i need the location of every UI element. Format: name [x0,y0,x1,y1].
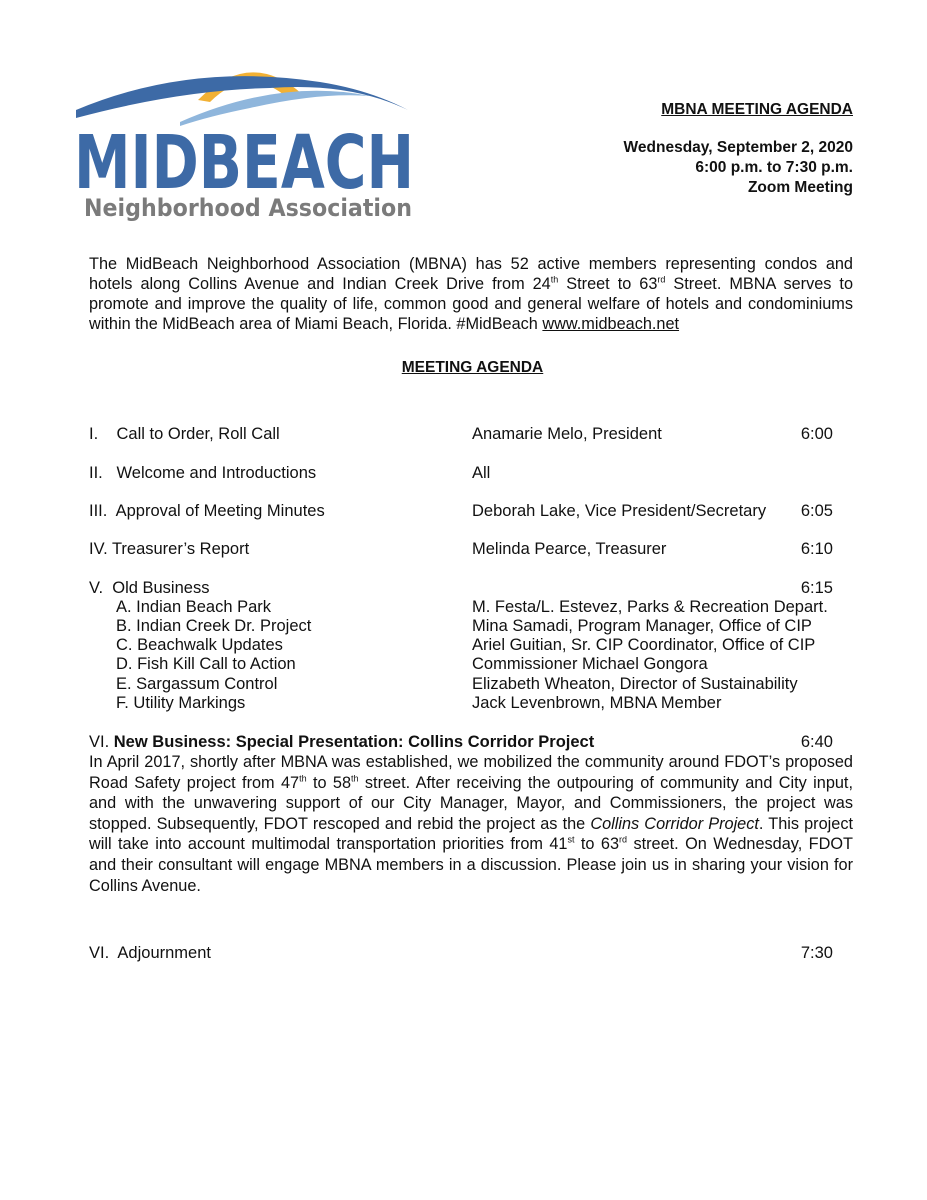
sub-item-presenter: Elizabeth Wheaton, Director of Sustainability [472,675,798,693]
sub-item-presenter: Ariel Guitian, Sr. CIP Coordinator, Office of CIP [472,636,816,654]
midbeach-logo [70,52,420,224]
superscript: rd [619,834,628,845]
item-time: 6:40 [800,733,833,751]
item-label: I. Call to Order, Roll Call [89,425,280,443]
old-business-item [89,674,833,694]
agenda-item-old-business [89,578,833,598]
item-time: 7:30 [800,944,833,962]
meeting-agenda-heading: MEETING AGENDA [401,359,544,376]
description-text: to 63 [574,835,620,854]
old-business-item [89,616,833,636]
item-label: IV. Treasurer’s Report [89,540,250,558]
wave-dark [76,76,408,118]
old-business-item [89,693,833,713]
sub-item-label: F. Utility Markings [116,694,246,712]
website-link[interactable]: www.midbeach.net [542,315,680,333]
description-text: . This project will take into account multimodal transportation priorities from 41 [89,814,853,854]
intro-text: The MidBeach Neighborhood Association (MBNA) has 52 active members representing condos and hotels along Collins Avenue and Indian Creek Drive from 24 [89,255,853,293]
meeting-date: Wednesday, September 2, 2020 [623,139,853,156]
item-time: 6:15 [800,579,833,597]
sub-item-presenter: Mina Samadi, Program Manager, Office of CIP [472,617,812,635]
description-text: street. After receiving the outpouring of community and City input, and with the unwavering support of our City Manager, Mayor, and Commissioners, the project was stopped. Subsequently, FDOT rescoped and rebid the project as the [89,773,853,833]
sub-item-label: A. Indian Beach Park [116,598,272,616]
agenda-item-new-business [89,732,833,752]
item-time: 6:10 [800,540,833,558]
meeting-location: Zoom Meeting [747,179,853,196]
project-name: Collins Corridor Project [590,814,759,833]
description-text: to 58 [306,773,352,792]
item-label [89,732,594,752]
sub-item-presenter: Commissioner Michael Gongora [472,655,708,673]
superscript: th [351,773,359,784]
sub-item-presenter: M. Festa/L. Estevez, Parks & Recreation Depart. [472,598,828,616]
item-label: VI. Adjournment [89,944,211,962]
old-business-item [89,654,833,674]
superscript: th [299,773,307,784]
new-business-description [89,752,853,896]
description-text: In April 2017, shortly after MBNA was established, we mobilized the community around FDOT’s proposed Road Safety project from 47 [89,753,853,792]
new-business-title: New Business: Special Presentation: Collins Corridor Project [113,733,595,751]
logo-wordmark: MIDBEACH [74,120,414,206]
sub-item-label: E. Sargassum Control [116,675,278,693]
logo-subtitle: Neighborhood Association [84,194,412,222]
item-label: II. Welcome and Introductions [89,464,317,482]
agenda-item-minutes [89,501,833,521]
agenda-item-treasurer [89,539,833,559]
item-time: 6:05 [800,502,833,520]
item-presenter: Anamarie Melo, President [472,425,662,443]
superscript: th [550,274,559,285]
item-label: V. Old Business [89,579,210,597]
item-presenter: Melinda Pearce, Treasurer [472,540,667,558]
sub-item-label: B. Indian Creek Dr. Project [116,617,312,635]
agenda-item-adjournment [89,943,833,963]
intro-paragraph [89,254,853,334]
agenda-item-welcome [89,463,833,483]
agenda-header-title: MBNA MEETING AGENDA [661,101,853,118]
description-text: street. On Wednesday, FDOT and their consultant will engage MBNA members in a discussion. Please join us in sharing your vision for Collins Avenue. [89,835,853,895]
intro-text: Street to 63 [558,275,658,293]
old-business-item [89,597,833,617]
item-number: VI. [89,733,114,751]
sub-item-label: C. Beachwalk Updates [116,636,283,654]
item-time: 6:00 [800,425,833,443]
item-presenter: All [472,464,491,482]
item-presenter: Deborah Lake, Vice President/Secretary [472,502,767,520]
meeting-time: 6:00 p.m. to 7:30 p.m. [695,159,853,176]
meeting-details [624,138,853,198]
sub-item-label: D. Fish Kill Call to Action [116,655,296,673]
agenda-item-call-to-order [89,424,833,444]
superscript: st [567,834,575,845]
intro-text: Street. MBNA serves to promote and improve the quality of life, common good and general welfare of hotels and condominiums within the MidBeach area of Miami Beach, Florida. #MidBeach [89,275,854,333]
old-business-item [89,635,833,655]
superscript: rd [657,274,666,285]
sub-item-presenter: Jack Levenbrown, MBNA Member [472,694,722,712]
item-label: III. Approval of Meeting Minutes [89,502,325,520]
